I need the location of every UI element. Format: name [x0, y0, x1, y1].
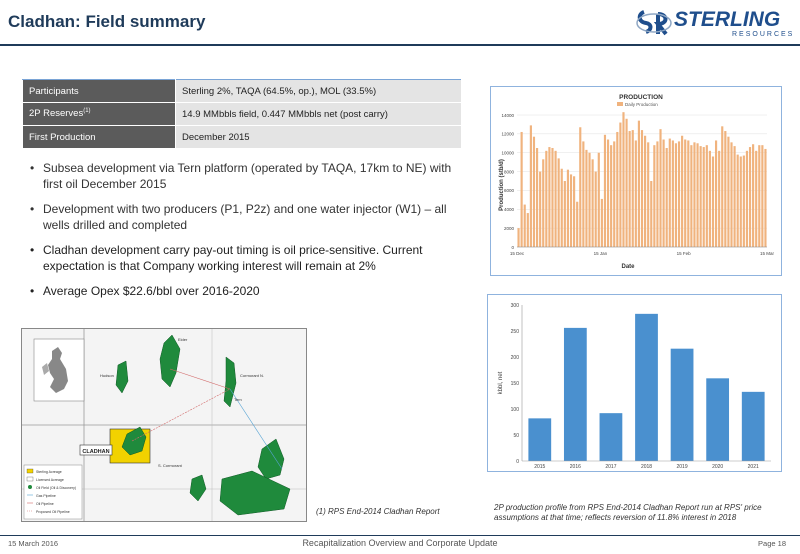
net-profile-chart: [488, 295, 781, 471]
net-profile-chart-panel: [487, 294, 782, 472]
table-row: [23, 80, 462, 103]
production-bar: [595, 172, 597, 247]
legend-label: Proposed Oil Pipeline: [36, 510, 70, 514]
production-bar: [524, 205, 526, 247]
y-tick-label: 300: [510, 302, 519, 309]
y-tick-label: 4000: [503, 207, 514, 213]
production-bar: [752, 144, 754, 247]
production-bar: [761, 145, 763, 247]
table-key: [23, 103, 176, 126]
y-tick-label: 100: [510, 406, 519, 413]
production-bar: [721, 126, 723, 247]
bullet-item: • Development with two producers (P1, P2z) and one water injector (W1) – all wells drilled and completed: [28, 201, 473, 233]
production-bar: [690, 145, 692, 247]
bullet-item: • Cladhan development carry pay-out timing is oil price-sensitive. Current expectation is that Company working interest will remain at 2%: [28, 242, 473, 274]
production-chart: [491, 87, 781, 275]
table-row: [23, 126, 462, 149]
production-bar: [663, 140, 665, 247]
footer-date: 15 March 2016: [8, 539, 59, 548]
production-bar: [734, 146, 736, 247]
y-axis-label: Production (stb/d): [499, 159, 505, 211]
y-tick-label: 2000: [503, 225, 514, 231]
y-tick-label: 0: [511, 244, 514, 250]
production-bar: [666, 148, 668, 247]
y-tick-label: 200: [510, 354, 519, 361]
legend-label: Gas Pipeline: [36, 494, 56, 498]
production-bar: [573, 176, 575, 247]
title-divider: [0, 44, 800, 46]
production-bar: [545, 151, 547, 247]
sterling-logo-mark-icon: [636, 6, 672, 40]
production-bar: [730, 142, 732, 247]
production-bar: [653, 145, 655, 247]
net-profile-bar: [706, 378, 729, 461]
production-bar: [542, 159, 544, 247]
table-value: Sterling 2%, TAQA (64.5%, op.), MOL (33.5%): [176, 80, 462, 103]
production-bar: [656, 141, 658, 247]
legend-label: Daily Production: [625, 102, 658, 107]
production-bar: [681, 136, 683, 247]
summary-bullets: [28, 160, 473, 308]
chart-footnote: 2P production profile from RPS End-2014 Cladhan Report run at RPS' price assumptions at that time; reflects reversion of 11.8% interest in 2018: [494, 503, 762, 522]
map-footnote: (1) RPS End-2014 Cladhan Report: [316, 507, 440, 516]
map-place-label: Tern: [234, 397, 242, 402]
x-tick-label: 15 Jan: [593, 251, 608, 256]
bullet-item: • Average Opex $22.6/bbl over 2016-2020: [28, 283, 473, 299]
production-bar: [564, 181, 566, 247]
y-tick-label: 8000: [503, 169, 514, 175]
production-bar: [536, 148, 538, 247]
x-tick-label: 2020: [712, 464, 724, 470]
production-bar: [561, 169, 563, 247]
y-tick-label: 10000: [501, 150, 514, 156]
production-bar: [678, 141, 680, 247]
production-bar: [517, 228, 519, 247]
production-bar: [551, 148, 553, 247]
production-bar: [604, 135, 606, 247]
net-profile-bar: [600, 413, 623, 461]
x-tick-label: 2017: [605, 464, 617, 470]
footer-title: Recapitalization Overview and Corporate Update: [302, 538, 498, 548]
production-bar: [700, 146, 702, 247]
production-bar: [613, 141, 615, 247]
production-bar: [737, 155, 739, 247]
production-bar: [622, 112, 624, 247]
production-bar: [659, 129, 661, 247]
production-bar: [530, 125, 532, 247]
production-bar: [669, 139, 671, 247]
y-tick-label: 12000: [501, 131, 514, 137]
production-bar: [746, 151, 748, 247]
legend-label: Oil Field (Oil & Discovery): [36, 486, 77, 490]
production-bar: [672, 140, 674, 247]
production-bar: [718, 151, 720, 247]
production-bar: [521, 132, 523, 247]
licence-map-graphic: [22, 329, 306, 521]
net-profile-bar: [564, 328, 587, 461]
x-tick-label: 2015: [534, 464, 546, 470]
table-value: December 2015: [176, 126, 462, 149]
production-bar: [579, 127, 581, 247]
field-info-table: [22, 79, 462, 149]
production-bar: [635, 140, 637, 247]
production-bar: [696, 143, 698, 247]
production-bar: [740, 156, 742, 247]
page-title: Cladhan: Field summary: [8, 12, 206, 31]
production-bar: [749, 147, 751, 247]
production-bar: [709, 151, 711, 247]
y-tick-label: 250: [510, 328, 519, 335]
table-key: First Production: [23, 126, 176, 149]
production-bar: [598, 153, 600, 247]
production-chart-panel: [490, 86, 782, 276]
production-bar: [585, 150, 587, 247]
production-bar: [607, 140, 609, 247]
footer-divider: [0, 535, 800, 536]
x-tick-label: 2019: [676, 464, 688, 470]
production-bar: [558, 158, 560, 247]
x-axis-label: Date: [621, 264, 635, 270]
production-bar: [533, 137, 535, 247]
production-bar: [638, 121, 640, 247]
logo-subtitle: RESOURCES: [732, 31, 795, 38]
legend-swatch: [617, 102, 623, 106]
production-bar: [724, 131, 726, 247]
production-bar: [592, 159, 594, 247]
x-tick-label: 15 Mar: [759, 251, 775, 256]
net-profile-bar: [635, 314, 658, 461]
table-key-text: 2P Reserves: [29, 108, 84, 120]
page-number: Page 18: [758, 539, 786, 548]
production-bar: [764, 149, 766, 247]
production-bar: [527, 213, 529, 247]
x-tick-label: 2021: [747, 464, 759, 470]
net-profile-bar: [671, 349, 694, 461]
production-bar: [601, 199, 603, 247]
production-bar: [675, 143, 677, 247]
logo-wordmark: STERLING: [674, 8, 781, 31]
map-place-label: Hudson: [100, 373, 114, 378]
production-bar: [693, 142, 695, 247]
field-label: CLADHAN: [82, 449, 110, 455]
legend-label: Sterling Acreage: [36, 470, 62, 474]
bullet-item: • Subsea development via Tern platform (operated by TAQA, 17km to NE) with first oil December 2015: [28, 160, 473, 192]
licence-map: [21, 328, 307, 522]
production-bar: [567, 170, 569, 247]
production-bar: [548, 147, 550, 247]
y-tick-label: 0: [516, 458, 519, 465]
footnote-marker: (1): [83, 108, 91, 115]
x-tick-label: 2016: [569, 464, 581, 470]
production-bar: [743, 156, 745, 247]
x-tick-label: 15 Feb: [676, 251, 691, 256]
y-tick-label: 50: [513, 432, 519, 439]
production-bar: [625, 119, 627, 247]
y-tick-label: 6000: [503, 188, 514, 194]
production-bar: [629, 131, 631, 247]
y-tick-label: 14000: [501, 112, 514, 118]
production-bar: [632, 130, 634, 247]
production-bar: [712, 156, 714, 247]
production-bar: [644, 136, 646, 247]
production-bar: [703, 147, 705, 247]
production-bar: [706, 145, 708, 247]
y-tick-label: 150: [510, 380, 519, 387]
production-bar: [727, 137, 729, 247]
production-bar: [715, 140, 717, 247]
production-bar: [619, 123, 621, 247]
chart-title: PRODUCTION: [619, 94, 663, 101]
production-bar: [684, 140, 686, 247]
legend-label: Oil Pipeline: [36, 502, 54, 506]
map-place-label: Eider: [178, 337, 188, 342]
legend-label: Licensed Acreage: [36, 478, 64, 482]
production-bar: [582, 141, 584, 247]
table-key: Participants: [23, 80, 176, 103]
x-tick-label: 15 Dec: [509, 251, 525, 256]
production-bar: [758, 145, 760, 247]
x-tick-label: 2018: [640, 464, 653, 470]
y-axis-label: kbbl, net: [498, 371, 504, 395]
map-place-label: Cormorant N.: [240, 373, 265, 378]
net-profile-bar: [528, 418, 551, 461]
production-bar: [555, 151, 557, 247]
production-bar: [647, 142, 649, 247]
company-logo: [636, 6, 795, 42]
production-bar: [641, 130, 643, 247]
production-bar: [610, 145, 612, 247]
table-row: [23, 103, 462, 126]
production-bar: [588, 153, 590, 247]
table-value: 14.9 MMbbls field, 0.447 MMbbls net (post carry): [176, 103, 462, 126]
map-place-label: S. Cormorant: [158, 463, 182, 468]
production-bar: [576, 202, 578, 247]
production-bar: [650, 181, 652, 247]
production-bar: [570, 174, 572, 247]
production-bar: [616, 132, 618, 247]
production-bar: [687, 140, 689, 247]
net-profile-bar: [742, 392, 765, 461]
production-bar: [755, 151, 757, 247]
production-bar: [539, 172, 541, 247]
